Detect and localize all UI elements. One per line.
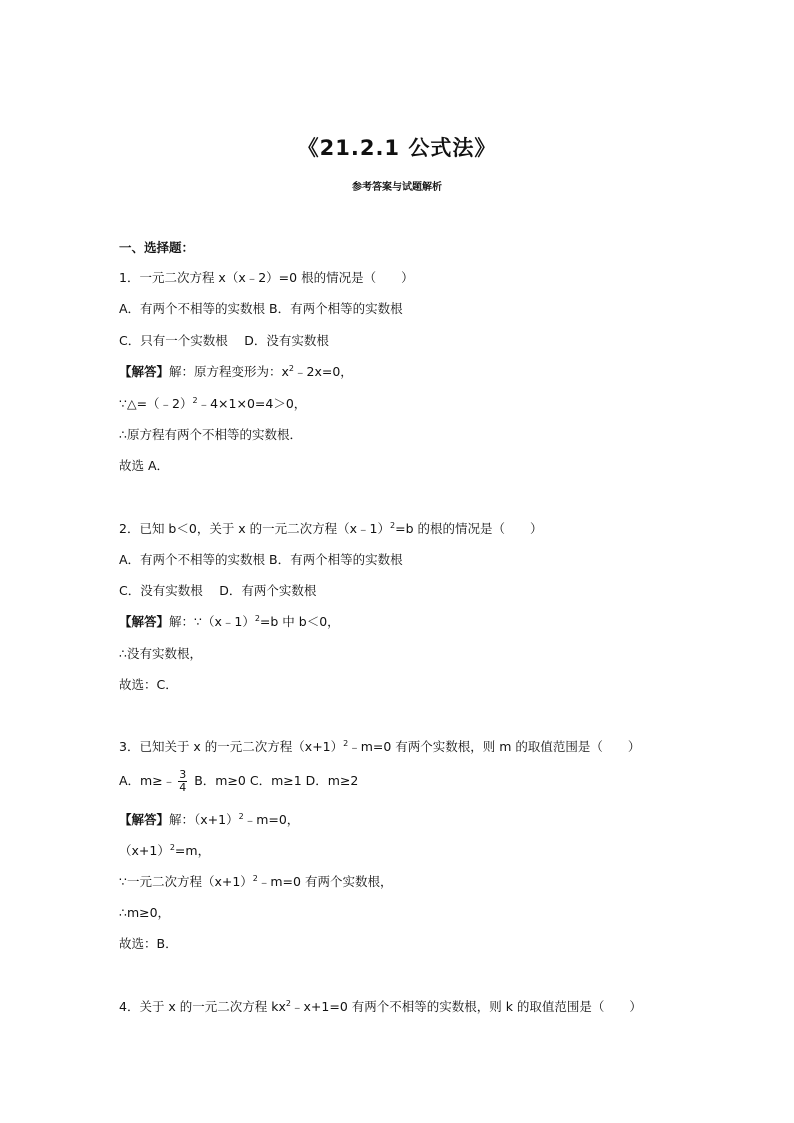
q2-stem: [119, 521, 543, 537]
answer-tag: 【解答】: [119, 812, 170, 827]
stem-text: ﹣m=0 有两个实数根，则 m 的取值范围是（ ）: [348, 739, 641, 754]
exponent: 2: [252, 874, 258, 883]
stem-text: 4．关于 x 的一元二次方程 kx: [119, 999, 286, 1014]
option-text: A．m≥﹣: [119, 773, 176, 788]
q3-answer: [119, 812, 299, 828]
fraction-denominator: 4: [179, 781, 187, 794]
exponent: 2: [343, 739, 349, 748]
q3-options: [119, 766, 358, 796]
page-subtitle: 参考答案与试题解析: [352, 182, 442, 193]
q2-options-ab: A．有两个不相等的实数根 B．有两个相等的实数根: [119, 552, 403, 567]
q3-step3: ∴m≥0，: [119, 905, 171, 920]
step-text: （x+1）: [119, 843, 170, 858]
q3-step2: [119, 874, 392, 890]
answer-text: 解：原方程变形为：x: [169, 364, 289, 379]
step-text: ﹣4×1×0=4＞0，: [197, 396, 307, 411]
stem-text: ﹣x+1=0 有两个不相等的实数根，则 k 的取值范围是（ ）: [291, 999, 642, 1014]
q2-choice: 故选：C．: [119, 677, 178, 692]
fraction: [178, 769, 187, 794]
fraction-numerator: 3: [179, 768, 187, 781]
q4-stem: [119, 999, 642, 1015]
option-text: B．m≥0 C．m≥1 D．m≥2: [194, 773, 359, 788]
answer-text: ﹣m=0，: [243, 812, 300, 827]
q1-choice: 故选 A．: [119, 458, 170, 473]
answer-text: =b 中 b＜0，: [259, 614, 340, 629]
q2-step1: ∴没有实数根，: [119, 646, 202, 661]
q1-options-ab: A．有两个不相等的实数根 B．有两个相等的实数根: [119, 301, 403, 316]
q2-answer: [119, 614, 340, 630]
q3-choice: 故选：B．: [119, 936, 178, 951]
q1-options-cd: C．只有一个实数根 D．没有实数根: [119, 333, 329, 348]
q2-options-cd: C．没有实数根 D．有两个实数根: [119, 583, 317, 598]
step-text: ∵△=（﹣2）: [119, 396, 193, 411]
page-title: 《21.2.1 公式法》: [297, 136, 497, 160]
q1-step2: ∴原方程有两个不相等的实数根．: [119, 427, 302, 442]
q3-stem: [119, 739, 640, 755]
answer-text: 解：∵（x﹣1）: [169, 614, 255, 629]
answer-text: 解：（x+1）: [169, 812, 239, 827]
exponent: 2: [390, 521, 396, 530]
exponent: 2: [238, 812, 244, 821]
answer-tag: 【解答】: [119, 364, 170, 379]
exponent: 2: [192, 396, 198, 405]
q1-answer: [119, 364, 353, 380]
exponent: 2: [288, 364, 295, 373]
exponent: 2: [169, 843, 175, 852]
answer-tag: 【解答】: [119, 614, 170, 629]
answer-text: ﹣2x=0，: [294, 364, 353, 379]
step-text: =m，: [174, 843, 211, 858]
stem-text: 3．已知关于 x 的一元二次方程（x+1）: [119, 739, 344, 754]
stem-text: =b 的根的情况是（ ）: [395, 521, 543, 536]
q1-stem: 1．一元二次方程 x（x﹣2）=0 根的情况是（ ）: [119, 270, 414, 285]
section-heading: 一、选择题：: [119, 240, 195, 255]
stem-text: 2．已知 b＜0，关于 x 的一元二次方程（x﹣1）: [119, 521, 391, 536]
exponent: 2: [285, 999, 292, 1008]
exponent: 2: [254, 614, 260, 623]
q3-step1: [119, 843, 210, 859]
step-text: ﹣m=0 有两个实数根，: [257, 874, 393, 889]
step-text: ∵一元二次方程（x+1）: [119, 874, 253, 889]
q1-step1: [119, 396, 306, 412]
